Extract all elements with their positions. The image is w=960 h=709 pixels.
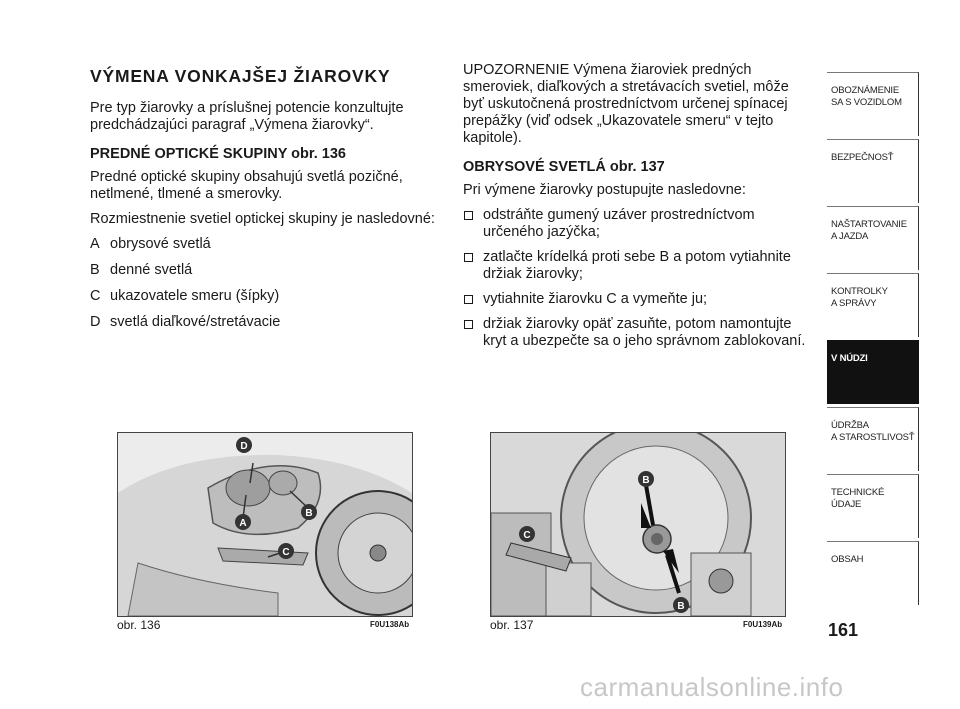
section-heading-front-optics: PREDNÉ OPTICKÉ SKUPINY obr. 136 (90, 146, 346, 162)
figure-137-caption: obr. 137 (490, 618, 534, 632)
svg-text:A: A (239, 518, 247, 529)
svg-text:D: D (240, 441, 248, 452)
marker-b (301, 504, 317, 520)
figure-137-bulb-holder (490, 432, 786, 617)
chapter-tabs (827, 72, 919, 608)
light-legend (90, 236, 435, 331)
warning-text: UPOZORNENIE Výmena žiaroviek predných smeroviek, diaľkových a stretávacích svetiel, môže byť uskutočnená prostredníctvom určenej spínacej prepážky (viď odsek „Ukazovatele smeru“ v tejto kapitole). (463, 62, 789, 146)
figure-136-code: F0U138Ab (370, 620, 410, 629)
legend-item: C ukazovatele smeru (šípky) (90, 288, 280, 304)
svg-text:B: B (305, 508, 313, 519)
headlight-illustration (118, 433, 412, 616)
marker-b-top (638, 471, 654, 487)
bulb-holder-illustration (491, 433, 785, 616)
marker-b-bottom (673, 597, 689, 613)
front-optics-text: Predné optické skupiny obsahujú svetlá pozičné, netlmené, tlmené a smerovky. (90, 169, 403, 202)
svg-text:B: B (642, 475, 650, 486)
marker-c (278, 543, 294, 559)
section-heading-outline-lights: OBRYSOVÉ SVETLÁ obr. 137 (463, 159, 665, 175)
tab-kontrolky[interactable]: KONTROLKY A SPRÁVY (827, 273, 919, 337)
right-column (463, 62, 808, 358)
legend-item: B denné svetlá (90, 262, 193, 278)
tab-nastartovanie[interactable]: NAŠTARTOVANIE A JAZDA (827, 206, 919, 270)
figure-136-caption: obr. 136 (117, 618, 161, 632)
intro-text: Pre typ žiarovky a príslušnej potencie konzultujte predchádzajúci paragraf „Výmena žiarovky“. (90, 100, 404, 133)
tab-oboznamenie[interactable]: OBOZNÁMENIE SA S VOZIDLOM (827, 72, 919, 136)
legend-item: A obrysové svetlá (90, 236, 211, 252)
procedure-step: držiak žiarovky opäť zasuňte, potom namontujte kryt a ubezpečte sa o jeho správnom zablokovaní. (463, 316, 808, 350)
legend-item: D svetlá diaľkové/stretávacie (90, 314, 281, 330)
procedure-intro: Pri výmene žiarovky postupujte nasledovne: (463, 182, 746, 198)
checkbox-bullet-icon (464, 253, 473, 262)
tab-obsah[interactable]: OBSAH (827, 541, 919, 605)
layout-text: Rozmiestnenie svetiel optickej skupiny je nasledovné: (90, 211, 435, 227)
figure-136-headlight (117, 432, 413, 617)
svg-text:C: C (523, 530, 531, 541)
page-title: VÝMENA VONKAJŠEJ ŽIAROVKY (90, 66, 391, 86)
tab-technicke-udaje[interactable]: TECHNICKÉ ÚDAJE (827, 474, 919, 538)
marker-c (519, 526, 535, 542)
checkbox-bullet-icon (464, 295, 473, 304)
procedure-step: vytiahnite žiarovku C a vymeňte ju; (463, 291, 808, 308)
tab-bezpecnost[interactable]: BEZPEČNOSŤ (827, 139, 919, 203)
marker-a (235, 514, 251, 530)
page-number: 161 (828, 620, 859, 640)
procedure-step: odstráňte gumený uzáver prostredníctvom určeného jazýčka; (463, 207, 808, 241)
procedure-step: zatlačte krídelká proti sebe B a potom vytiahnite držiak žiarovky; (463, 249, 808, 283)
left-column (90, 62, 435, 340)
svg-text:C: C (282, 547, 290, 558)
marker-d (236, 437, 252, 453)
checkbox-bullet-icon (464, 211, 473, 220)
tab-udrzba[interactable]: ÚDRŽBA A STAROSTLIVOSŤ (827, 407, 919, 471)
figure-137-code: F0U139Ab (743, 620, 783, 629)
svg-text:B: B (677, 601, 685, 612)
tab-v-nudzi[interactable]: V NÚDZI (827, 340, 919, 404)
watermark: carmanualsonline.info (580, 672, 844, 702)
procedure-steps (463, 207, 808, 350)
checkbox-bullet-icon (464, 320, 473, 329)
